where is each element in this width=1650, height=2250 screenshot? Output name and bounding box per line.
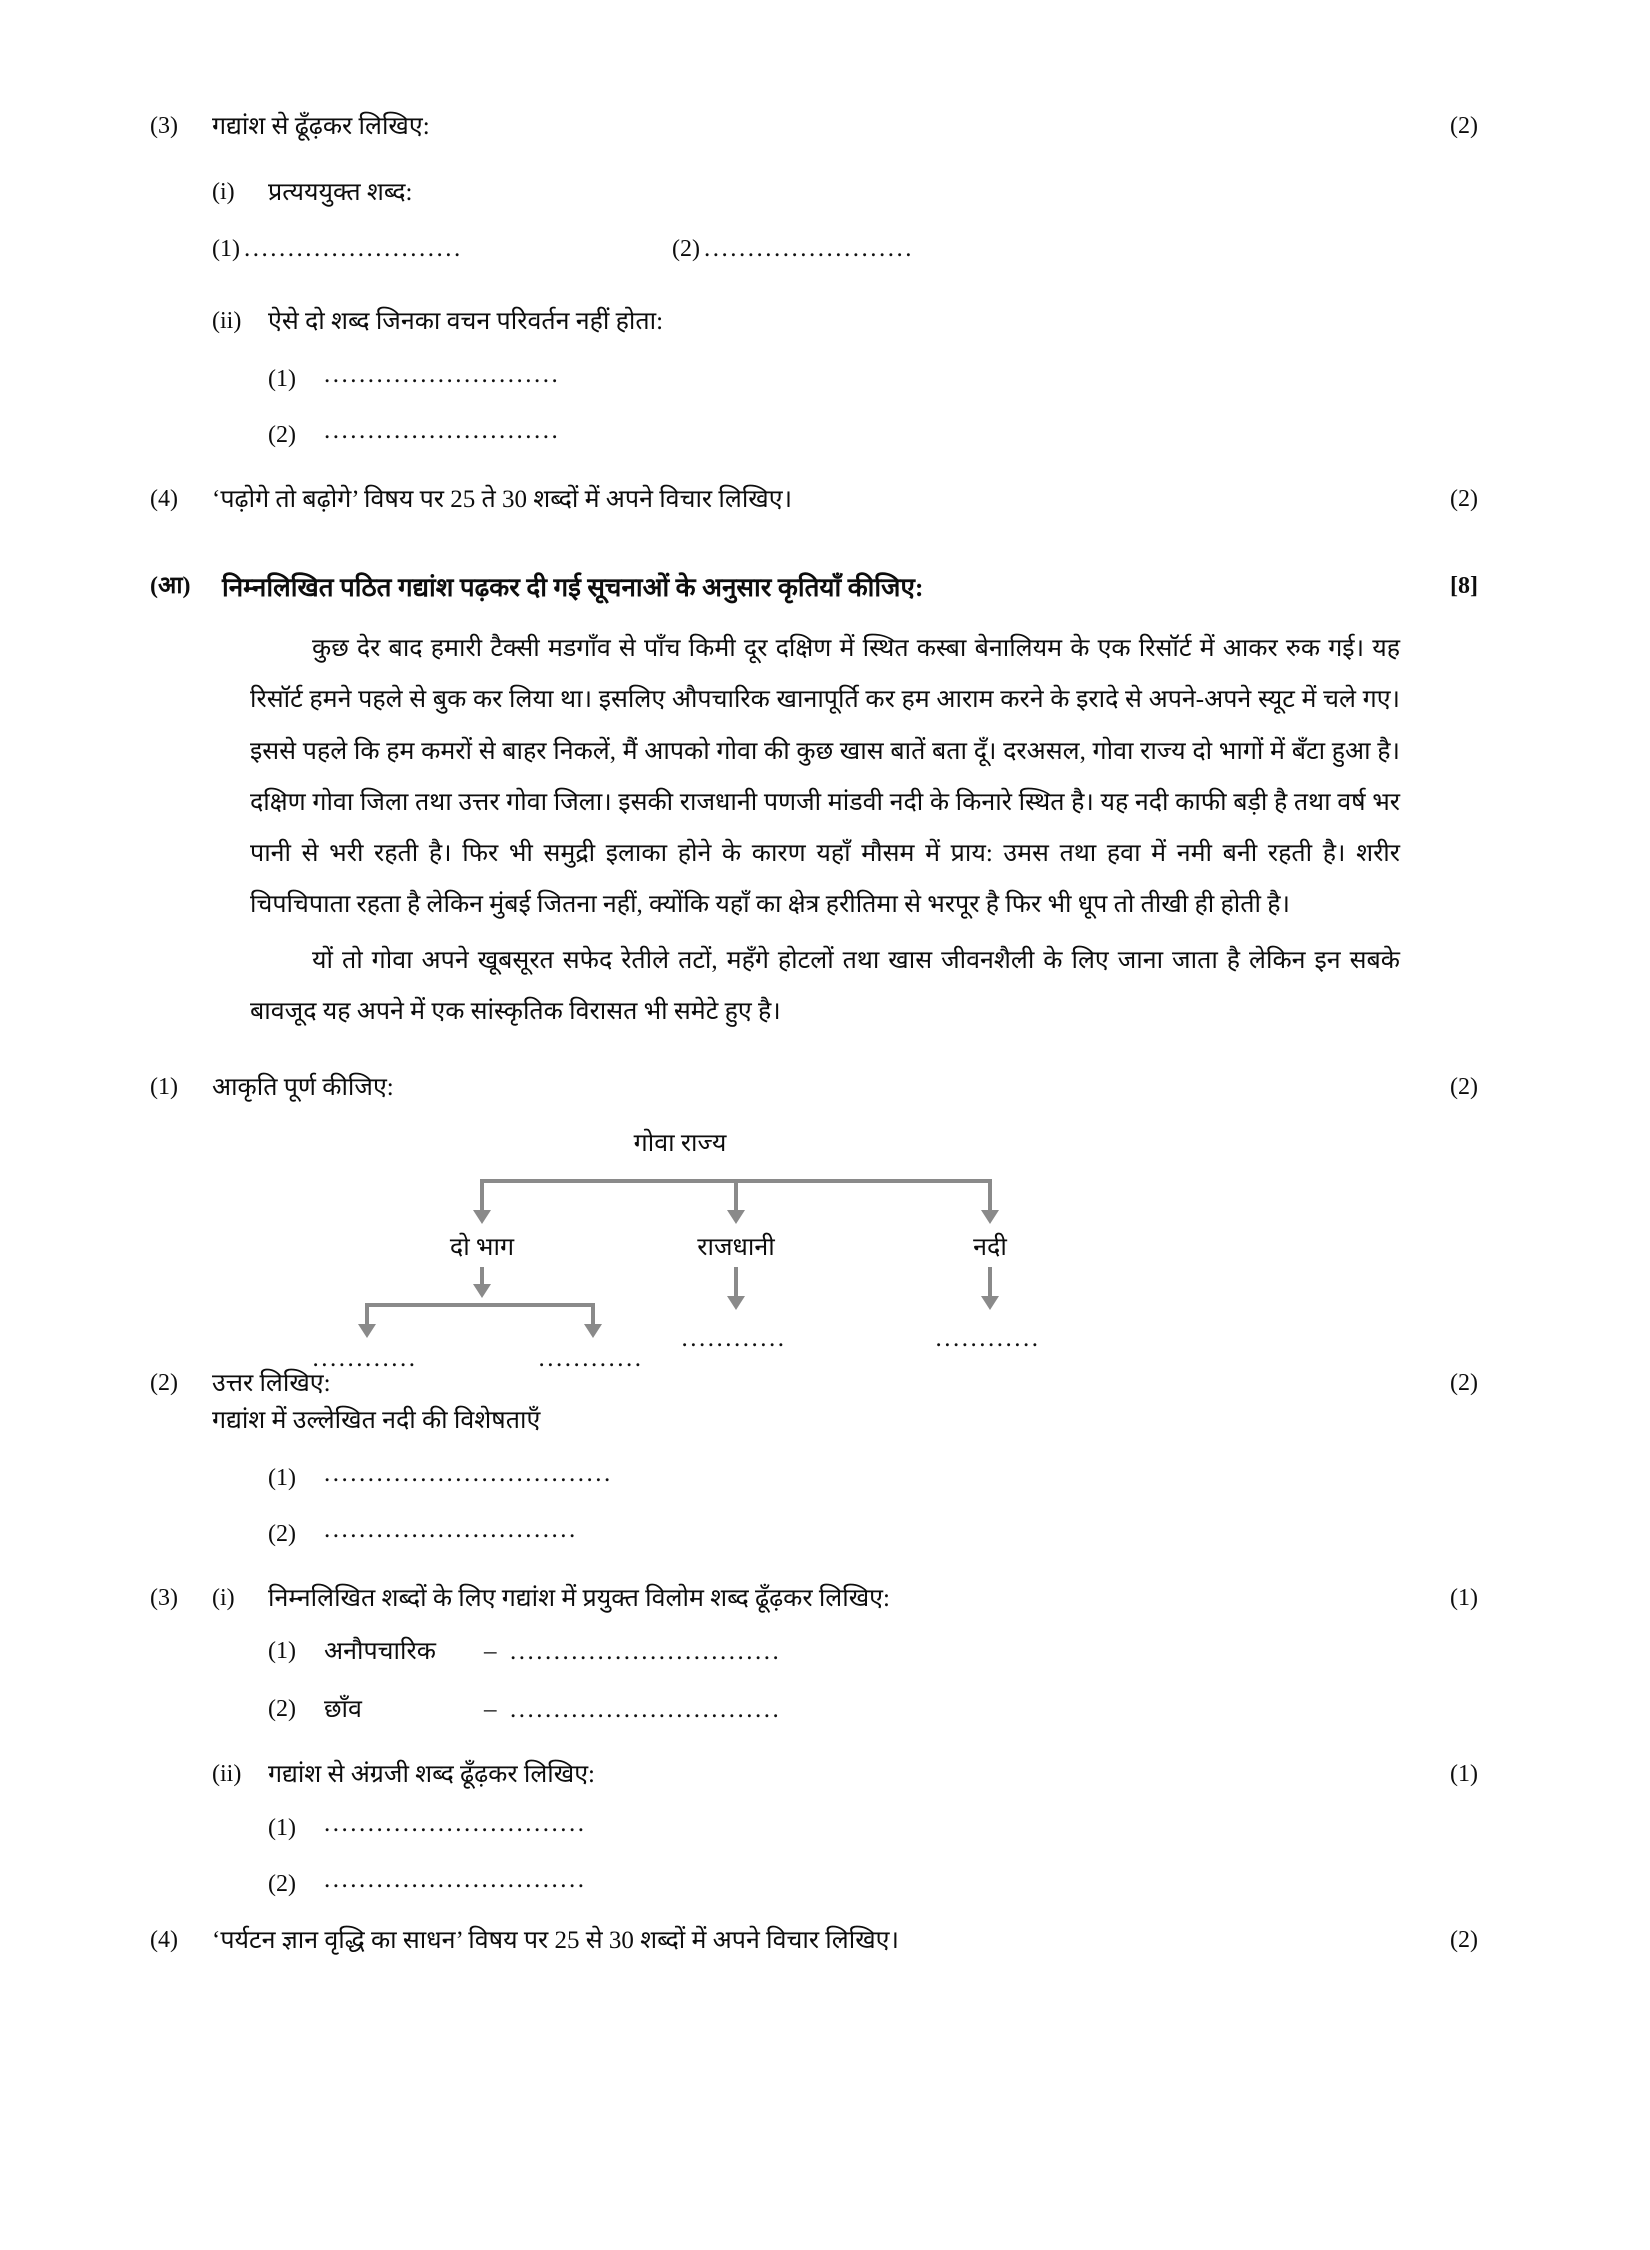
diagram-arrow-branch-1-left xyxy=(365,1303,369,1325)
q2-blank-1-line[interactable]: ................................. xyxy=(324,1459,613,1487)
english-word-blank-1-line[interactable]: .............................. xyxy=(324,1809,587,1837)
question-2-marks: (2) xyxy=(1450,1369,1478,1396)
blank-2-line[interactable]: ........................ xyxy=(703,235,914,262)
question-2-blank-1-row xyxy=(150,1460,1520,1496)
q2-blank-2-number: (2) xyxy=(268,1520,296,1547)
antonym-item-1-number: (1) xyxy=(268,1638,296,1664)
question-4-tourism-number: (4) xyxy=(150,1926,178,1953)
antonym-item-1-word: अनौपचारिक xyxy=(324,1638,436,1665)
question-4-tourism-row xyxy=(150,1922,1520,1960)
english-word-blank-2-number: (2) xyxy=(268,1870,296,1897)
question-1-diagram-row xyxy=(150,1069,1520,1107)
question-3-words-sub-i-number: (i) xyxy=(212,1584,235,1611)
question-3-sub-i-number: (i) xyxy=(212,178,235,205)
diagram-arrow-to-branch-1 xyxy=(480,1183,484,1211)
question-4-number: (4) xyxy=(150,485,178,512)
diagram-arrow-branch-1-right xyxy=(591,1303,595,1325)
sub-ii-blank-2-number: (2) xyxy=(268,421,296,448)
diagram-blank-branch-1-left[interactable]: ............ xyxy=(312,1344,418,1372)
question-4-essay-row xyxy=(150,481,1520,519)
question-3-sub-i-blanks-row xyxy=(150,231,1520,267)
goa-tree-diagram xyxy=(150,1107,1350,1372)
diagram-blank-branch-3[interactable]: ............ xyxy=(935,1324,1041,1352)
passage-paragraph-2: यों तो गोवा अपने खूबसूरत सफेद रेतीले तटों, महँगे होटलों तथा खास जीवनशैली के लिए जाना जाता है लेकिन इन सबके बावजूद यह अपने में एक सांस्कृतिक विरासत भी समेटे हुए है। xyxy=(250,946,1400,1025)
diagram-branch-label-1: दो भाग xyxy=(449,1233,515,1261)
sub-ii-blank-2-line[interactable]: ........................... xyxy=(324,416,561,444)
diagram-arrow-branch-2-down xyxy=(734,1267,738,1297)
english-word-blank-1-row xyxy=(150,1810,1520,1846)
antonym-item-1-dash: – xyxy=(484,1638,497,1665)
question-3-words-sub-ii-title: गद्यांश से अंग्रजी शब्द ढूँढ़कर लिखिए: xyxy=(268,1761,595,1788)
antonym-item-2-dash: – xyxy=(484,1695,497,1723)
question-2-prompt-row xyxy=(150,1402,1520,1440)
diagram-arrow-branch-3-down xyxy=(988,1267,992,1297)
diagram-blank-branch-1-right[interactable]: ............ xyxy=(538,1344,644,1372)
question-3-find-row xyxy=(150,108,1520,146)
question-2-prompt: गद्यांश में उल्लेखित नदी की विशेषताएँ xyxy=(212,1407,541,1434)
diagram-branch-label-2: राजधानी xyxy=(697,1233,775,1261)
question-4-marks: (2) xyxy=(1450,485,1478,512)
diagram-blank-branch-2[interactable]: ............ xyxy=(681,1324,787,1352)
question-3-words-sub-i-title: निम्नलिखित शब्दों के लिए गद्यांश में प्रयुक्त विलोम शब्द ढूँढ़कर लिखिए: xyxy=(268,1584,890,1612)
question-3-marks: (2) xyxy=(1450,113,1478,139)
question-1-number: (1) xyxy=(150,1074,178,1100)
antonym-item-2-line[interactable]: ............................... xyxy=(510,1695,782,1723)
section-aa-title: निम्नलिखित पठित गद्यांश पढ़कर दी गई सूचनाओं के अनुसार कृतियाँ कीजिए: xyxy=(222,573,924,602)
diagram-root-label: गोवा राज्य xyxy=(633,1129,727,1157)
sub-ii-blank-1-line[interactable]: ........................... xyxy=(324,360,561,388)
english-word-blank-1-number: (1) xyxy=(268,1814,296,1841)
question-3-sub-i-row xyxy=(150,174,1520,212)
diagram-branch-1-connector xyxy=(365,1303,595,1307)
q2-blank-1-number: (1) xyxy=(268,1464,296,1491)
antonym-item-1-row xyxy=(150,1633,1520,1671)
question-3-sub-i-title: प्रत्यययुक्त शब्द: xyxy=(268,178,413,206)
question-3-sub-ii-blank-1-row xyxy=(150,361,1520,397)
question-4-tourism-text: ‘पर्यटन ज्ञान वृद्धि का साधन’ विषय पर 25 से 30 शब्दों में अपने विचार लिखिए। xyxy=(212,1926,899,1954)
question-3-words-sub-ii-marks: (1) xyxy=(1450,1761,1478,1787)
section-aa-marks: [8] xyxy=(1450,573,1478,599)
question-2-answer-row xyxy=(150,1365,1520,1403)
english-word-blank-2-row xyxy=(150,1866,1520,1902)
question-1-title: आकृति पूर्ण कीजिए: xyxy=(212,1074,394,1101)
question-3-number: (3) xyxy=(150,113,178,139)
blank-1-number: (1) xyxy=(212,236,240,262)
english-word-blank-2-line[interactable]: .............................. xyxy=(324,1865,587,1893)
antonym-item-1-line[interactable]: ............................... xyxy=(510,1638,782,1665)
antonym-item-2-number: (2) xyxy=(268,1695,296,1722)
section-aa-label: (आ) xyxy=(150,573,191,599)
reading-passage xyxy=(250,623,1400,1037)
question-4-text: ‘पढ़ोगे तो बढ़ोगे’ विषय पर 25 ते 30 शब्दों में अपने विचार लिखिए। xyxy=(212,485,793,513)
q2-blank-2-line[interactable]: ............................. xyxy=(324,1515,578,1543)
question-2-title: उत्तर लिखिए: xyxy=(212,1369,331,1397)
passage-paragraph-1: कुछ देर बाद हमारी टैक्सी मडगाँव से पाँच किमी दूर दक्षिण में स्थित कस्बा बेनालियम के एक रिसॉर्ट में आकर रुक गई। यह रिसॉर्ट हमने पहले से बुक कर लिया था। इसलिए औपचारिक खानापूर्ति कर हम आराम करने के इरादे से अपने-अपने स्यूट में चले गए। इससे पहले कि हम कमरों से बाहर निकलें, मैं आपको गोवा की कुछ खास बातें बता दूँ। दरअसल, गोवा राज्य दो भागों में बँटा हुआ है। दक्षिण गोवा जिला तथा उत्तर गोवा जिला। इसकी राजधानी पणजी मांडवी नदी के किनारे स्थित है। यह नदी काफी बड़ी है तथा वर्ष भर पानी से भरी रहती है। फिर भी समुद्री इलाका होने के कारण यहाँ मौसम में प्राय: उमस तथा हवा में नमी बनी रहती है। शरीर चिपचिपाता रहता है लेकिन मुंबई जितना नहीं, क्योंकि यहाँ का क्षेत्र हरीतिमा से भरपूर है फिर भी धूप तो तीखी ही होती है। xyxy=(250,635,1400,919)
question-1-marks: (2) xyxy=(1450,1074,1478,1100)
question-3-sub-ii-row xyxy=(150,303,1520,341)
question-4-tourism-marks: (2) xyxy=(1450,1926,1478,1953)
diagram-arrow-to-branch-2 xyxy=(734,1183,738,1211)
question-2-number: (2) xyxy=(150,1369,178,1396)
question-3-sub-ii-number: (ii) xyxy=(212,308,242,334)
question-3-sub-ii-title: ऐसे दो शब्द जिनका वचन परिवर्तन नहीं होता: xyxy=(268,308,664,335)
question-3-words-sub-ii-number: (ii) xyxy=(212,1761,242,1787)
question-3-title: गद्यांश से ढूँढ़कर लिखिए: xyxy=(212,113,430,140)
question-3-words-number: (3) xyxy=(150,1584,178,1611)
question-2-blank-2-row xyxy=(150,1516,1520,1552)
blank-2-number: (2) xyxy=(672,236,700,262)
diagram-arrow-to-branch-3 xyxy=(988,1183,992,1211)
antonym-item-2-word: छाँव xyxy=(324,1695,362,1723)
question-3-words-sub-i-marks: (1) xyxy=(1450,1584,1478,1611)
sub-ii-blank-1-number: (1) xyxy=(268,365,296,392)
antonym-item-2-row xyxy=(150,1691,1520,1729)
question-3-sub-ii-blank-2-row xyxy=(150,417,1520,453)
diagram-arrow-branch-1-down xyxy=(480,1267,484,1285)
section-aa-heading-row xyxy=(150,568,1520,607)
blank-1-line[interactable]: ......................... xyxy=(243,235,463,262)
question-3-words-sub-i-row xyxy=(150,1580,1520,1618)
diagram-branch-label-3: नदी xyxy=(973,1233,1007,1261)
question-3-words-sub-ii-row xyxy=(150,1756,1520,1794)
